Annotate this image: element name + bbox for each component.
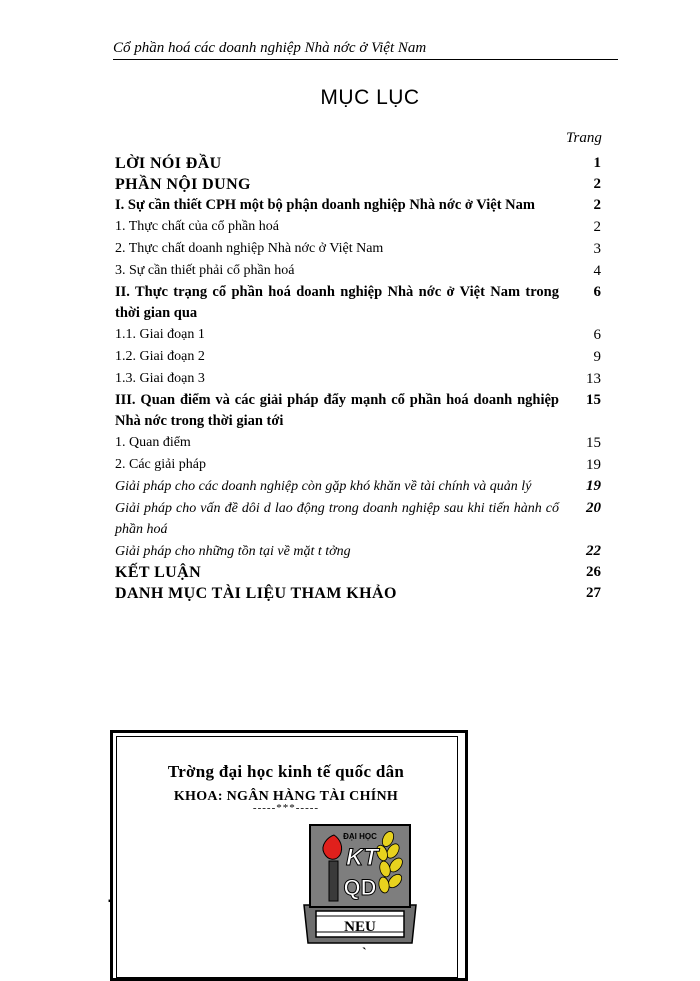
university-logo (300, 815, 420, 945)
logo-qd-text: QD (343, 875, 377, 900)
logo-neu-text: NEU (344, 919, 376, 935)
toc-entry-title: 2. Các giải pháp (115, 457, 206, 472)
toc-entry (115, 216, 601, 238)
toc-entry-title: 1. Thực chất của cổ phần hoá (115, 219, 279, 234)
toc-entry-title: KẾT LUẬN (115, 564, 202, 581)
table-of-contents (115, 153, 601, 604)
toc-entry (115, 260, 601, 282)
toc-entry-title: II. Thực trạng cổ phần hoá doanh nghiệp Nhà nớc ở Việt Nam trong thời gian qua (115, 284, 559, 321)
toc-entry-page: 6 (593, 284, 601, 300)
toc-entry-page: 2 (593, 176, 601, 192)
toc-entry-title: PHẦN NỘI DUNG (115, 176, 251, 193)
toc-entry-page: 2 (593, 197, 601, 213)
toc-entry-title: Giải pháp cho những tồn tại về mặt t tởng (115, 543, 351, 559)
toc-entry-title: 2. Thực chất doanh nghiệp Nhà nớc ở Việt Nam (115, 241, 384, 256)
toc-entry (115, 346, 601, 368)
page-header: Cổ phần hoá các doanh nghiệp Nhà nớc ở Việt Nam (113, 38, 618, 60)
toc-entry-title: 1.1. Giai đoạn 1 (115, 327, 205, 342)
toc-entry (115, 583, 601, 604)
toc-entry-title: III. Quan điểm và các giải pháp đẩy mạnh cổ phần hoá doanh nghiệp Nhà nớc trong thời gian tới (115, 392, 559, 429)
toc-entry-page: 9 (593, 349, 601, 365)
toc-entry-page: 20 (586, 499, 601, 516)
toc-entry-page: 19 (586, 457, 601, 473)
toc-entry (115, 454, 601, 476)
margin-mark: ▪ (108, 896, 112, 907)
toc-entry (115, 476, 601, 498)
logo-top-text: ĐẠI HỌC (343, 832, 377, 841)
page-column-label: Trang (566, 130, 602, 146)
toc-entry-page: 26 (586, 564, 601, 580)
toc-entry-title: Giải pháp cho vấn đề dôi d lao động trong doanh nghiệp sau khi tiến hành cổ phần hoá (115, 500, 559, 537)
toc-entry-page: 15 (586, 435, 601, 451)
cover-divider: -----***----- (252, 802, 320, 814)
toc-entry (115, 368, 601, 390)
toc-entry-page: 2 (593, 219, 601, 235)
toc-entry (115, 562, 601, 583)
toc-entry (115, 432, 601, 454)
toc-entry-page: 13 (586, 371, 601, 387)
toc-entry-title: LỜI NÓI ĐẦU (115, 155, 222, 172)
cut-off-mark: ` (362, 946, 367, 961)
toc-entry (115, 238, 601, 260)
toc-entry (115, 282, 601, 324)
cover-school-name: Trờng đại học kinh tế quốc dân (167, 762, 405, 781)
torch-handle-icon (329, 861, 338, 901)
toc-entry-title: 1. Quan điểm (115, 435, 191, 450)
toc-entry (115, 498, 601, 541)
toc-entry-page: 3 (593, 241, 601, 257)
toc-entry (115, 195, 601, 216)
toc-entry-page: 6 (593, 327, 601, 343)
toc-entry-page: 22 (586, 542, 601, 559)
toc-entry-page: 1 (593, 155, 601, 171)
toc-entry (115, 324, 601, 346)
toc-entry (115, 153, 601, 174)
toc-entry (115, 541, 601, 563)
toc-entry-title: Giải pháp cho các doanh nghiệp còn gặp khó khăn về tài chính và quản lý (115, 479, 532, 494)
toc-entry-title: 3. Sự cần thiết phải cổ phần hoá (115, 263, 295, 278)
toc-entry (115, 174, 601, 195)
toc-entry-title: 1.3. Giai đoạn 3 (115, 371, 205, 386)
toc-entry (115, 390, 601, 432)
page-title: MỤC LỤC (320, 86, 420, 109)
toc-entry-title: DANH MỤC TÀI LIỆU THAM KHẢO (115, 585, 397, 602)
toc-entry-title: 1.2. Giai đoạn 2 (115, 349, 205, 364)
toc-entry-page: 27 (586, 585, 601, 601)
toc-entry-page: 15 (586, 392, 601, 408)
toc-entry-page: 19 (586, 478, 601, 494)
toc-entry-page: 4 (593, 263, 601, 279)
cover-faculty: KHOA: NGÂN HÀNG TÀI CHÍNH (173, 789, 399, 804)
toc-entry-title: I. Sự cần thiết CPH một bộ phận doanh nghiệp Nhà nớc ở Việt Nam (115, 197, 535, 213)
logo-kt-text: KT (346, 844, 378, 871)
